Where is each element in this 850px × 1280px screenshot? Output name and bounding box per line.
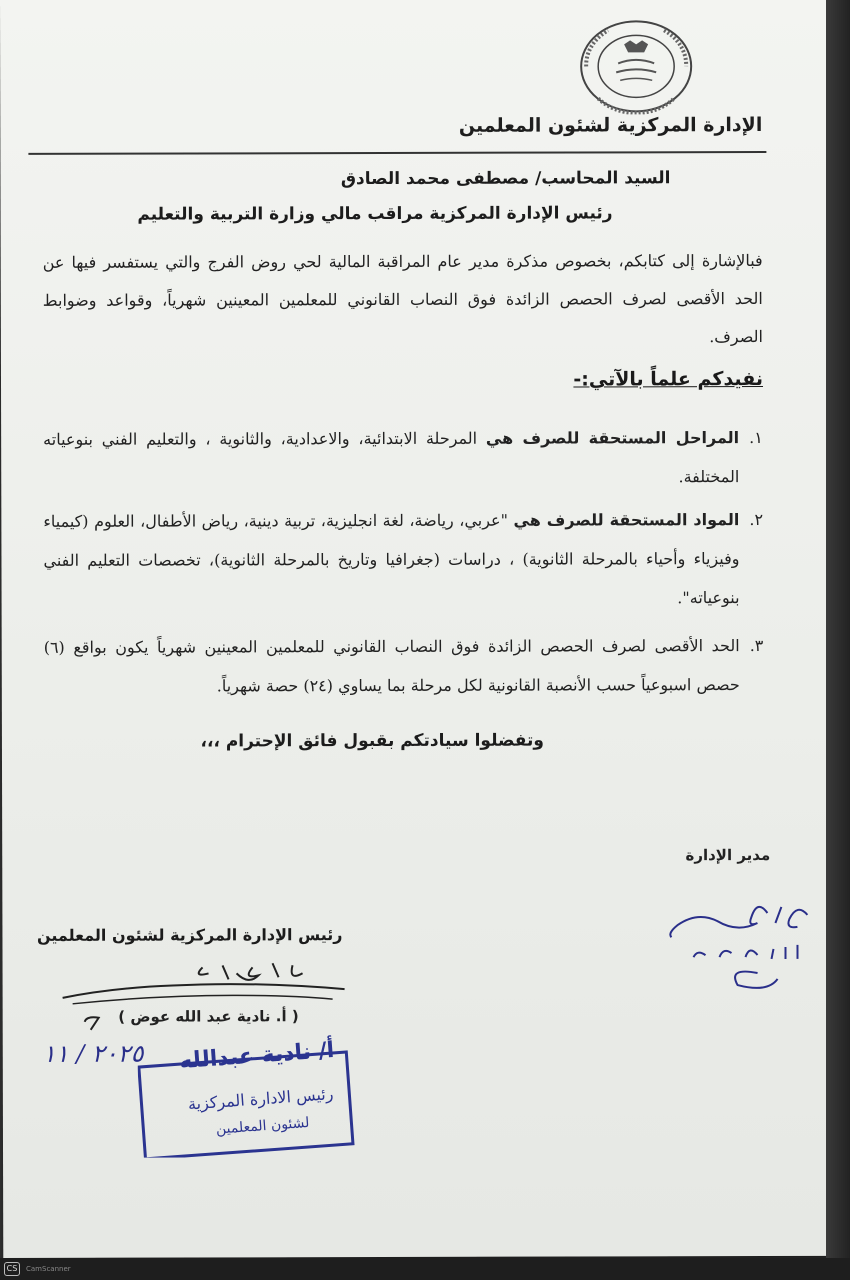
list-item: [44, 626, 772, 706]
list-item-number: ١.: [749, 428, 763, 448]
list-item: [43, 500, 771, 619]
notify-heading: نفيدكم علماً بالآتي:-: [573, 368, 764, 391]
list-item-body: المرحلة الابتدائية، والاعدادية، والثانوية ، والتعليم الفني بنوعياته المختلفة.: [43, 428, 740, 487]
list-item-text: [43, 418, 739, 498]
department-header: الإدارة المركزية لشئون المعلمين: [458, 114, 763, 137]
head-name: ( أ. نادية عبد الله عوض ): [118, 1007, 299, 1026]
intro-paragraph: فبالإشارة إلى كتابكم، بخصوص مذكرة مدير عام المراقبة المالية لحي روض الفرج والتي يستفسر فيها عن الحد الأقصى لصرف الحصص الزائدة فوق النصاب القانوني للمعلمين المعينين شهرياً، وقواعد وضوابط الصرف.: [42, 251, 763, 347]
official-stamp: [138, 1029, 356, 1158]
list-item-number: ٣.: [749, 636, 764, 656]
list-item: [43, 418, 771, 498]
head-title-label: رئيس الإدارة المركزية لشئون المعلمين: [36, 925, 343, 945]
list-item-text: [43, 500, 739, 619]
closing-salutation: وتفضلوا سيادتكم بقبول فائق الإحترام ،،،: [200, 730, 544, 752]
addressee-role: رئيس الإدارة المركزية مراقب مالي وزارة التربية والتعليم: [137, 203, 613, 225]
header-divider: [28, 151, 766, 155]
list-item-lead: المواد المستحقة للصرف هي: [513, 510, 740, 530]
camscanner-text: CamScanner: [26, 1265, 71, 1273]
list-item-body: الحد الأقصى لصرف الحصص الزائدة فوق النصاب القانوني للمعلمين المعينين شهرياً يكون بواقع (٦) حصص اسبوعياً حسب الأنصبة القانونية لكل مرحلة بما يساوي (٢٤) حصة شهرياً.: [43, 636, 740, 696]
ministry-seal-logo: [578, 18, 694, 114]
stamp-line-1: أ/ نادية عبدالله: [178, 1037, 336, 1075]
stamp-line-3: لشئون المعلمين: [215, 1114, 310, 1138]
director-signature: [657, 893, 817, 1003]
stamp-line-2: رئيس الادارة المركزية: [187, 1084, 334, 1114]
scanner-watermark-bar: [0, 1258, 850, 1280]
head-handwritten-date: ٢٠٢٥ / ١١: [42, 1039, 144, 1068]
addressee-name: السيد المحاسب/ مصطفى محمد الصادق: [340, 168, 671, 190]
list-item-lead: المراحل المستحقة للصرف هي: [485, 428, 740, 448]
camscanner-icon: CS: [4, 1262, 20, 1276]
list-item-number: ٢.: [749, 510, 764, 530]
list-item-text: [44, 626, 740, 706]
background-edge: [826, 0, 850, 1280]
director-label: مدير الإدارة: [685, 845, 771, 865]
list-item-body: "عربي، رياضة، لغة انجليزية، تربية دينية، رياض الأطفال، العلوم (كيمياء وفيزياء وأحياء بالمرحلة الثانوية) ، دراسات (جغرافيا وتاريخ بالمرحلة الثانوية)، تخصصات التعليم الفني بنوعياته".: [43, 510, 740, 608]
